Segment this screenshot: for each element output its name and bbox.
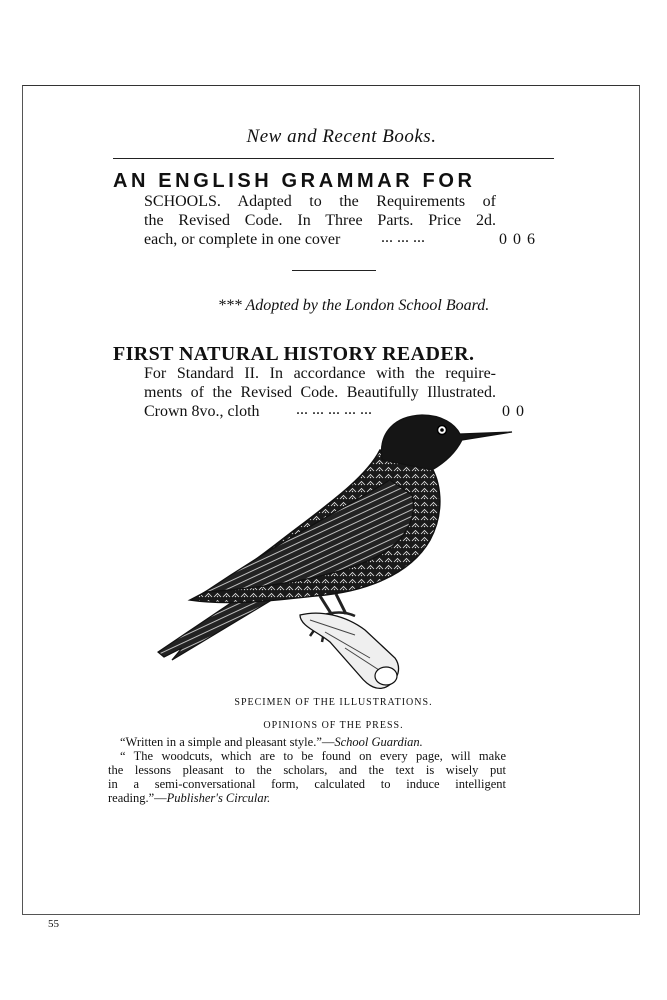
press-quote-1	[108, 735, 518, 749]
page-number: 55	[48, 918, 59, 930]
press-quote-1-source: School Guardian.	[334, 735, 423, 749]
book1-price: 0 0 6	[499, 231, 536, 248]
adopted-note: *** Adopted by the London School Board.	[217, 297, 490, 314]
press-quote-2-last: reading.”—	[108, 791, 167, 805]
book1-leader: ... ... ...	[381, 229, 425, 246]
press-quote-2-source: Publisher's Circular.	[166, 791, 271, 805]
illustration-caption: SPECIMEN OF THE ILLUSTRATIONS.	[234, 697, 433, 708]
running-head: New and Recent Books.	[246, 126, 437, 147]
book2-title: FIRST NATURAL HISTORY READER.	[113, 343, 475, 365]
section-divider	[292, 270, 376, 271]
book1-line-2: the Revised Code. In Three Parts. Price 2d.	[144, 212, 496, 229]
book2-leader: ... ... ... ... ...	[296, 401, 372, 418]
book2-line-2: ments of the Revised Code. Beautifully Illustrated.	[144, 384, 496, 401]
book2-price: 0 0	[502, 403, 525, 420]
press-quote-2-line-1: “ The woodcuts, which are to be found on every page, will make	[120, 749, 506, 763]
book1-line-3	[144, 230, 340, 249]
starling-woodcut-icon	[150, 410, 520, 695]
head-rule	[113, 158, 554, 159]
book1-title: AN ENGLISH GRAMMAR FOR	[113, 170, 476, 192]
press-heading: OPINIONS OF THE PRESS.	[263, 720, 404, 731]
book2-line-3: Crown 8vo., cloth	[144, 403, 260, 420]
book1-line-1: SCHOOLS. Adapted to the Requirements of	[144, 193, 496, 210]
press-quote-2-line-4	[108, 791, 506, 805]
book2-line-1: For Standard II. In accordance with the require-	[144, 365, 496, 382]
book1-line-3-text: each, or complete in one cover	[144, 231, 341, 248]
press-quote-1-text: “Written in a simple and pleasant style.”—	[120, 735, 335, 749]
press-quote-2-line-2: the lessons pleasant to the scholars, and the text is wisely put	[108, 763, 506, 777]
press-quote-2-line-3: in a semi-conversational form, calculated to induce intelligent	[108, 777, 506, 791]
